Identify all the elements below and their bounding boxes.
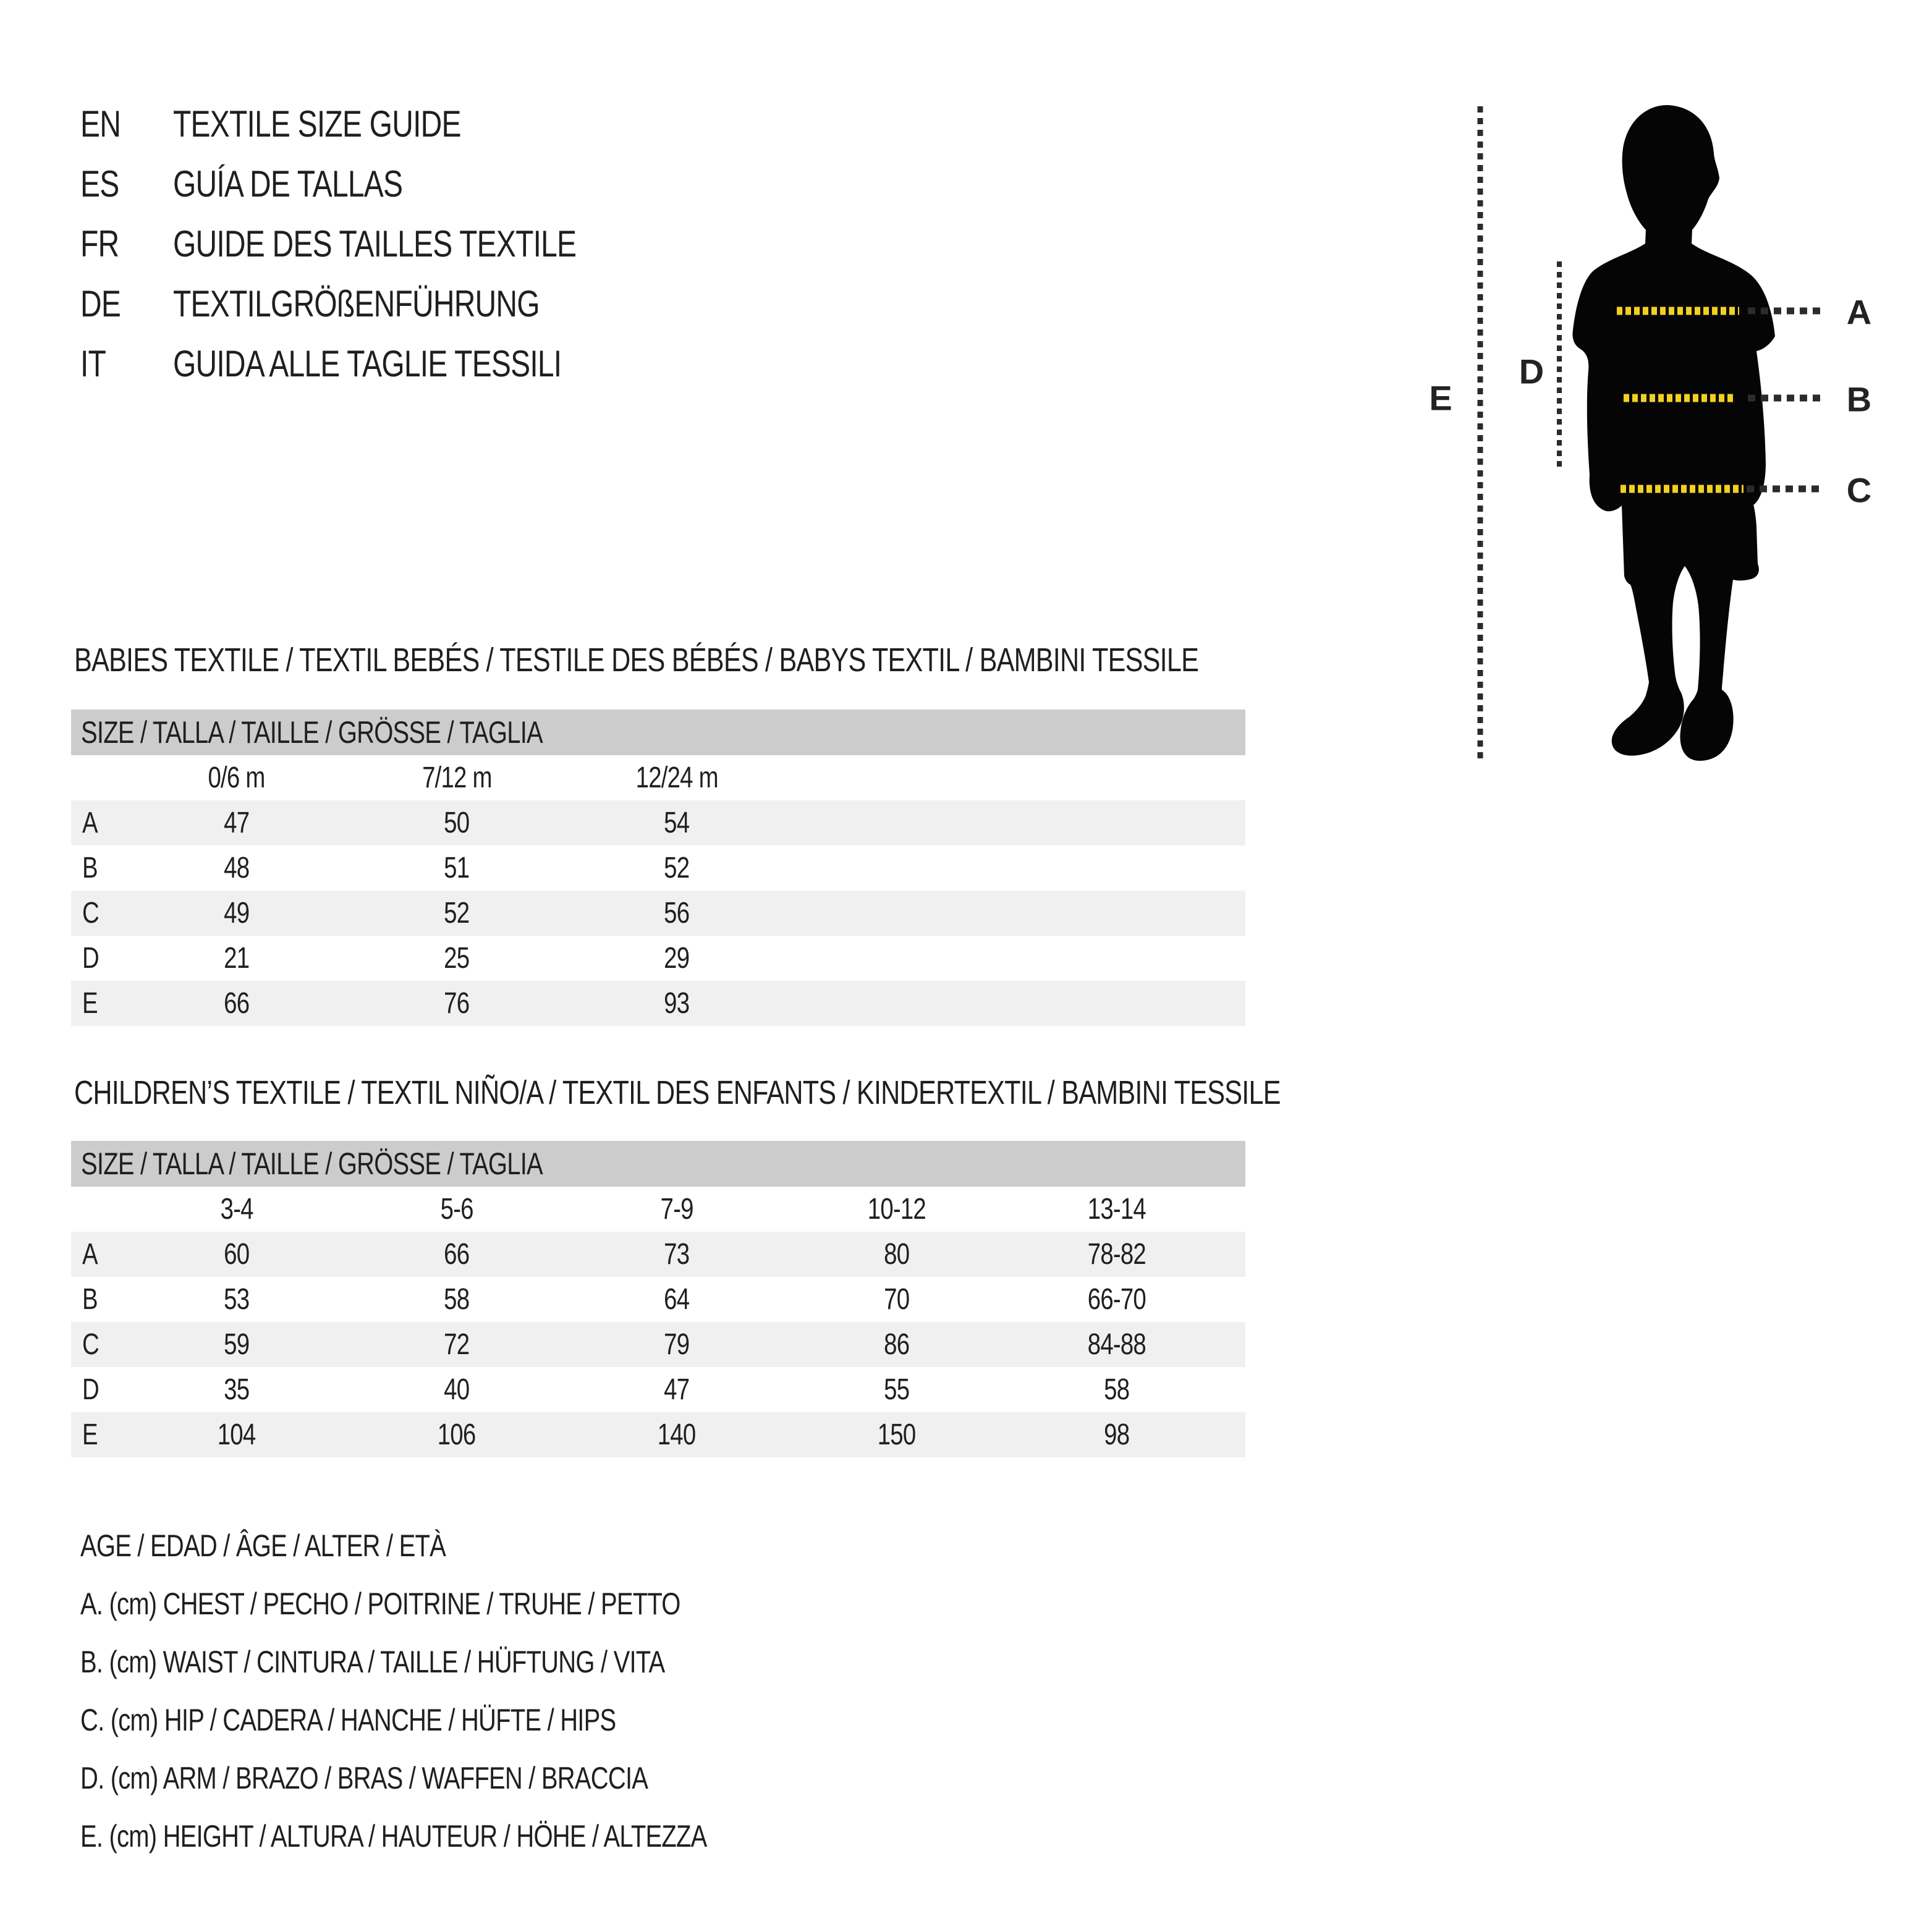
table-cell: 106 (438, 1418, 476, 1451)
table-cell: 66 (444, 1238, 470, 1271)
table-cell: 78-82 (1087, 1238, 1146, 1271)
language-title: TEXTILGRÖßENFÜHRUNG (173, 283, 540, 324)
table-cell: 56 (664, 897, 690, 930)
babies-section-title: BABIES TEXTILE / TEXTIL BEBÉS / TESTILE DES BÉBÉS / BABYS TEXTIL / BAMBINI TESSILE (74, 642, 1199, 679)
table-cell: 52 (664, 852, 690, 884)
child-silhouette-measurement-diagram (1409, 87, 1932, 803)
legend-line-chest: A. (cm) CHEST / PECHO / POITRINE / TRUHE / PETTO (80, 1587, 680, 1621)
language-row-es (80, 154, 677, 214)
table-cell: 60 (224, 1238, 250, 1271)
table-row (71, 936, 1245, 981)
column-header: 13-14 (1087, 1193, 1146, 1226)
table-cell: 66-70 (1087, 1283, 1146, 1316)
table-row (71, 1322, 1245, 1367)
table-cell: 35 (224, 1373, 250, 1406)
language-row-fr (80, 214, 677, 274)
column-header: 0/6 m (208, 761, 266, 794)
table-cell: 49 (224, 897, 250, 930)
table-row (71, 800, 1245, 845)
language-code: ES (80, 163, 119, 205)
table-cell: 54 (664, 807, 690, 839)
table-cell: 98 (1104, 1418, 1130, 1451)
table-cell: 52 (444, 897, 470, 930)
babies-size-table (71, 710, 1245, 1026)
language-list (80, 94, 677, 394)
table-cell: 55 (884, 1373, 910, 1406)
table-row (71, 845, 1245, 891)
row-label: D (82, 1373, 99, 1406)
table-row (71, 891, 1245, 936)
table-row (71, 1277, 1245, 1322)
column-header: 7-9 (660, 1193, 693, 1226)
language-code: DE (80, 283, 121, 324)
table-cell: 86 (884, 1328, 910, 1361)
table-cell: 104 (218, 1418, 256, 1451)
legend-line-arm: D. (cm) ARM / BRAZO / BRAS / WAFFEN / BRACCIA (80, 1761, 648, 1795)
row-label: C (82, 1328, 99, 1361)
column-header: 12/24 m (635, 761, 718, 794)
label-waist-b: B (1846, 379, 1872, 419)
row-label: A (82, 807, 98, 839)
language-code: IT (80, 343, 106, 384)
legend-line-hip: C. (cm) HIP / CADERA / HANCHE / HÜFTE / HIPS (80, 1703, 616, 1737)
table-cell: 47 (664, 1373, 690, 1406)
table-cell: 79 (664, 1328, 690, 1361)
table-cell: 70 (884, 1283, 910, 1316)
table-row (71, 1367, 1245, 1412)
table-cell: 59 (224, 1328, 250, 1361)
table-cell: 50 (444, 807, 470, 839)
table-row (71, 1232, 1245, 1277)
babies-table-header-bar: SIZE / TALLA / TAILLE / GRÖSSE / TAGLIA (71, 710, 1245, 755)
legend-line-age: AGE / EDAD / ÂGE / ALTER / ETÀ (80, 1528, 446, 1563)
table-row (71, 1412, 1245, 1457)
table-cell: 80 (884, 1238, 910, 1271)
legend-line-waist: B. (cm) WAIST / CINTURA / TAILLE / HÜFTUNG / VITA (80, 1645, 665, 1679)
table-cell: 48 (224, 852, 250, 884)
row-label: E (82, 987, 98, 1020)
children-table-header-bar: SIZE / TALLA / TAILLE / GRÖSSE / TAGLIA (71, 1141, 1245, 1187)
table-cell: 29 (664, 942, 690, 975)
children-column-headers (71, 1187, 1245, 1232)
table-cell: 58 (1104, 1373, 1130, 1406)
table-row (71, 981, 1245, 1026)
label-arm-d: D (1519, 352, 1544, 391)
table-cell: 76 (444, 987, 470, 1020)
table-cell: 53 (224, 1283, 250, 1316)
table-cell: 73 (664, 1238, 690, 1271)
language-title: GUÍA DE TALLAS (173, 163, 403, 205)
language-code: FR (80, 223, 119, 265)
table-cell: 93 (664, 987, 690, 1020)
children-section-title: CHILDREN’S TEXTILE / TEXTIL NIÑO/A / TEXTIL DES ENFANTS / KINDERTEXTIL / BAMBINI TESSILE (74, 1074, 1281, 1111)
table-cell: 40 (444, 1373, 470, 1406)
row-label: B (82, 852, 98, 884)
language-row-en (80, 94, 677, 154)
column-header: 7/12 m (422, 761, 492, 794)
column-header: 3-4 (220, 1193, 253, 1226)
table-cell: 140 (658, 1418, 696, 1451)
row-label: E (82, 1418, 98, 1451)
child-silhouette (1572, 105, 1775, 761)
language-title: TEXTILE SIZE GUIDE (173, 103, 461, 145)
table-cell: 21 (224, 942, 250, 975)
table-cell: 58 (444, 1283, 470, 1316)
table-cell: 51 (444, 852, 470, 884)
column-header: 10-12 (867, 1193, 926, 1226)
language-code: EN (80, 103, 121, 145)
label-chest-a: A (1846, 292, 1872, 332)
language-title: GUIDA ALLE TAGLIE TESSILI (173, 343, 562, 384)
row-label: A (82, 1238, 98, 1271)
table-cell: 66 (224, 987, 250, 1020)
table-cell: 64 (664, 1283, 690, 1316)
language-row-it (80, 334, 677, 394)
row-label: B (82, 1283, 98, 1316)
label-hip-c: C (1846, 470, 1872, 510)
row-label: C (82, 897, 99, 930)
children-size-table (71, 1141, 1245, 1457)
language-title: GUIDE DES TAILLES TEXTILE (173, 223, 577, 265)
legend-line-height: E. (cm) HEIGHT / ALTURA / HAUTEUR / HÖHE / ALTEZZA (80, 1819, 707, 1854)
table-cell: 84-88 (1087, 1328, 1146, 1361)
table-cell: 150 (878, 1418, 916, 1451)
language-row-de (80, 274, 677, 334)
table-cell: 72 (444, 1328, 470, 1361)
label-height-e: E (1429, 378, 1452, 418)
row-label: D (82, 942, 99, 975)
measurement-legend (80, 1517, 863, 1865)
column-header: 5-6 (440, 1193, 473, 1226)
babies-column-headers (71, 755, 1245, 800)
table-cell: 25 (444, 942, 470, 975)
table-cell: 47 (224, 807, 250, 839)
